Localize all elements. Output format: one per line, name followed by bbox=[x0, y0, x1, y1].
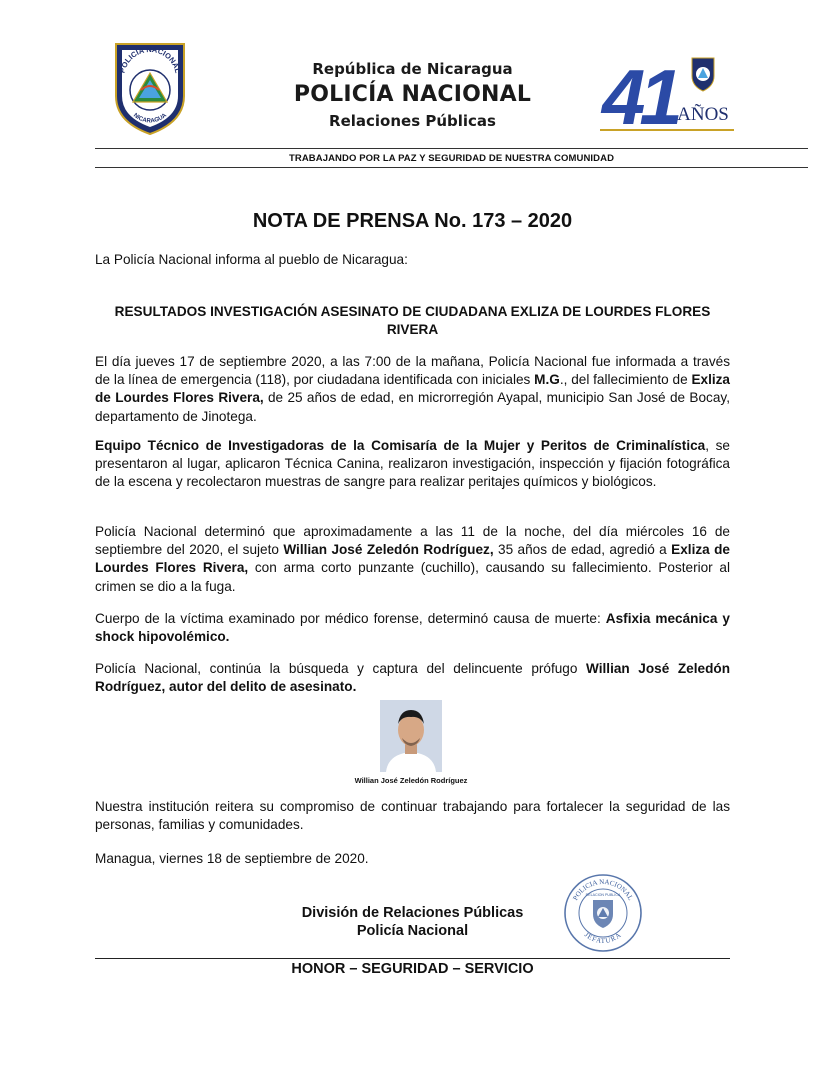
header-institution bbox=[280, 58, 545, 132]
footer-motto: HONOR – SEGURIDAD – SERVICIO bbox=[291, 961, 534, 977]
header-country: República de Nicaragua bbox=[312, 60, 513, 78]
anniversary-word: AÑOS bbox=[677, 104, 729, 125]
shield-top-text: POLICIA NACIONAL bbox=[117, 44, 183, 74]
small-shield-icon bbox=[692, 58, 714, 91]
policia-nacional-shield-logo bbox=[112, 38, 188, 136]
svg-text:RELACION PUBLICA: RELACION PUBLICA bbox=[585, 893, 621, 897]
41-anos-anniversary-logo bbox=[600, 54, 736, 134]
paragraph-forensic: Cuerpo de la víctima examinado por médico forense, determinó causa de muerte: Asfixia mecánica y shock hipovolémico. bbox=[95, 611, 730, 645]
header-rule-bottom bbox=[95, 167, 808, 168]
paragraph-investigation: Equipo Técnico de Investigadoras de la Comisaría de la Mujer y Peritos de Criminalística, se presentaron al lugar, aplicaron Técnica Canina, realizaron investigación, inspección y fijación fotográfica de la escena y recolectaron muestras de sangre para realizar peritajes químicos y biológicos. bbox=[95, 438, 730, 490]
paragraph-determination: Policía Nacional determinó que aproximadamente a las 11 de la noche, del día miércoles 16 de septiembre del 2020, el sujeto Willian José Zeledón Rodríguez, 35 años de edad, agredió a Exliza de Lourdes Flores Rivera, con arma corto punzante (cuchillo), causando su fallecimiento. Posterior al crimen se dio a la fuga. bbox=[95, 524, 730, 594]
footer-rule bbox=[95, 958, 730, 959]
date-line: Managua, viernes 18 de septiembre de 2020. bbox=[95, 851, 369, 866]
signature-institution: Policía Nacional bbox=[356, 923, 469, 939]
intro-line: La Policía Nacional informa al pueblo de Nicaragua: bbox=[95, 252, 408, 267]
svg-text:JEFATURA: JEFATURA bbox=[582, 930, 624, 946]
release-subtitle: RESULTADOS INVESTIGACIÓN ASESINATO DE CIUDADANA EXLIZA DE LOURDES FLORES RIVERA bbox=[114, 304, 711, 337]
signature-division: División de Relaciones Públicas bbox=[301, 905, 524, 921]
shield-bottom-text: NICARAGUA bbox=[131, 112, 169, 125]
header-department: Relaciones Públicas bbox=[329, 112, 496, 130]
suspect-photo bbox=[380, 700, 442, 772]
anniversary-number: 41 bbox=[602, 54, 677, 134]
paragraph-report: El día jueves 17 de septiembre 2020, a las 7:00 de la mañana, Policía Nacional fue informada a través de la línea de emergencia (118), por ciudadana identificada con iniciales M.G., del fallecimiento de Exliza de Lourdes Flores Rivera, de 25 años de edad, en microrregión Ayapal, municipio San José de Bocay, departamento de Jinotega. bbox=[95, 354, 730, 424]
svg-text:POLICIA NACIONAL: POLICIA NACIONAL bbox=[571, 877, 635, 902]
paragraph-commitment: Nuestra institución reitera su compromiso de continuar trabajando para fortalecer la seguridad de las personas, familias y comunidades. bbox=[95, 799, 730, 833]
jefatura-seal-stamp bbox=[562, 872, 644, 954]
press-release-title: NOTA DE PRENSA No. 173 – 2020 bbox=[252, 210, 573, 232]
signature-block bbox=[210, 904, 615, 940]
header-rule-top bbox=[95, 148, 808, 149]
header-motto: TRABAJANDO POR LA PAZ Y SEGURIDAD DE NUESTRA COMUNIDAD bbox=[288, 153, 615, 164]
paragraph-search: Policía Nacional, continúa la búsqueda y captura del delincuente prófugo Willian José Zeledón Rodríguez, autor del delito de asesinato. bbox=[95, 661, 730, 695]
photo-caption: Willian José Zeledón Rodríguez bbox=[354, 776, 468, 785]
header-institution-name: POLICÍA NACIONAL bbox=[293, 82, 532, 107]
